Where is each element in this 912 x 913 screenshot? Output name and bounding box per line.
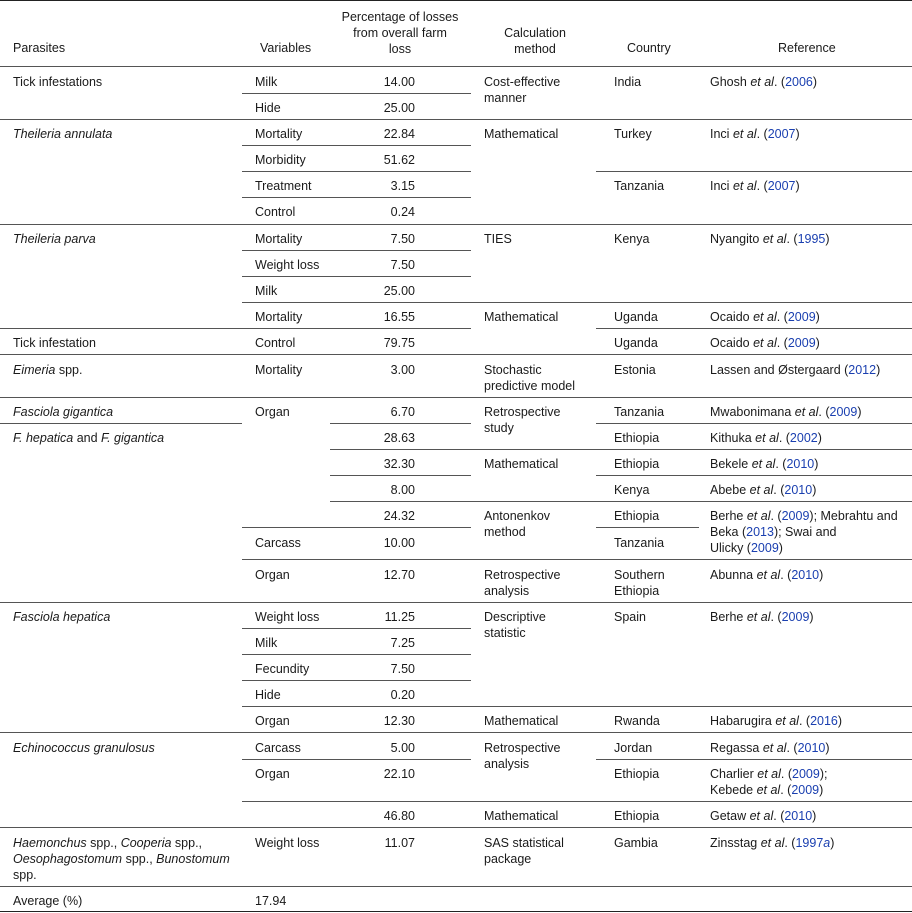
reference-cell: Lassen and Østergaard (2012) [710,363,881,377]
row-rule [242,276,471,277]
row-rule [242,801,912,802]
row-rule [242,302,912,303]
row-rule [0,354,912,355]
reference-cell: Zinsstag et al. (1997a) [710,836,835,850]
variable-cell: Milk [255,636,278,650]
parasite-cell: spp. [13,868,37,882]
country-cell: Uganda [614,310,658,324]
average-label: Average (%) [13,894,83,908]
variable-cell: Control [255,205,296,219]
parasite-cell: Theileria annulata [13,127,113,141]
country-cell: Kenya [614,483,650,497]
variable-cell: Weight loss [255,258,320,272]
parasite-cell: Fasciola gigantica [13,405,114,419]
method-cell: statistic [484,626,526,640]
percent-cell: 3.15 [390,179,415,193]
parasite-cell: F. hepatica and F. gigantica [13,431,165,445]
percent-cell: 51.62 [383,153,415,167]
header-reference: Reference [778,41,836,55]
country-cell: Ethiopia [614,767,660,781]
parasite-cell: Fasciola hepatica [13,610,111,624]
header-percentage-line1: Percentage of losses [341,10,459,24]
row-rule [242,197,471,198]
method-cell: Mathematical [484,310,559,324]
row-rule [596,328,912,329]
percent-cell: 79.75 [383,336,415,350]
row-rule [0,328,471,329]
parasite-cell: Tick infestations [13,75,103,89]
country-cell: Tanzania [614,179,665,193]
country-cell: Tanzania [614,405,665,419]
country-cell: Ethiopia [614,809,660,823]
percent-cell: 24.32 [383,509,415,523]
row-rule [0,732,912,733]
method-cell: Descriptive [484,610,546,624]
method-cell: manner [484,91,527,105]
reference-cell: Berhe et al. (2009); Mebrahtu and [710,509,898,523]
reference-cell: Bekele et al. (2010) [710,457,819,471]
method-cell: predictive model [484,379,576,393]
method-cell: TIES [484,232,512,246]
percent-cell: 3.00 [390,363,415,377]
table-bottom-rule [0,911,912,912]
country-cell: Estonia [614,363,656,377]
variable-cell: Hide [255,688,281,702]
row-rule [596,527,699,528]
percent-cell: 16.55 [383,310,415,324]
variable-cell: Mortality [255,363,303,377]
country-cell: Rwanda [614,714,660,728]
variable-cell: Organ [255,568,290,582]
country-cell: Ethiopia [614,509,660,523]
percent-cell: 0.20 [390,688,415,702]
percent-cell: 32.30 [383,457,415,471]
average-value: 17.94 [255,894,287,908]
row-rule [242,759,471,760]
row-rule [596,171,912,172]
header-parasites: Parasites [13,41,66,55]
reference-cell: Ocaido et al. (2009) [710,336,820,350]
parasite-cell: Oesophagostomum spp., Bunostomum [13,852,230,866]
row-rule [0,119,912,120]
table-top-rule [0,0,912,1]
reference-cell: Habarugira et al. (2016) [710,714,843,728]
reference-cell: Abebe et al. (2010) [710,483,817,497]
header-method-line1: Calculation [504,26,566,40]
percent-cell: 22.10 [383,767,415,781]
variable-cell: Mortality [255,127,303,141]
reference-cell: Abunna et al. (2010) [710,568,824,582]
variable-cell: Mortality [255,232,303,246]
country-cell: Southern Ethiopia [614,568,665,598]
row-rule [242,145,471,146]
percent-cell: 12.30 [383,714,415,728]
method-cell: Mathematical [484,714,559,728]
method-cell: Stochastic [484,363,542,377]
row-rule [242,93,471,94]
reference-cell: Getaw et al. (2010) [710,809,817,823]
variable-cell: Organ [255,767,290,781]
percent-cell: 6.70 [390,405,415,419]
country-cell: Spain [614,610,646,624]
row-rule [242,527,471,528]
method-cell: analysis [484,757,530,771]
row-rule [0,397,912,398]
reference-cell: Charlier et al. (2009); [710,767,828,781]
row-rule [596,759,912,760]
row-rule [330,501,912,502]
variable-cell: Hide [255,101,281,115]
percent-cell: 46.80 [383,809,415,823]
country-cell: Jordan [614,741,653,755]
variable-cell: Milk [255,75,278,89]
method-cell: analysis [484,584,530,598]
reference-cell: Inci et al. (2007) [710,179,800,193]
row-rule [330,449,912,450]
header-country: Country [627,41,671,55]
percent-cell: 11.07 [384,836,415,850]
variable-cell: Morbidity [255,153,306,167]
reference-cell: Regassa et al. (2010) [710,741,830,755]
reference-cell: Beka (2013); Swai and [710,525,837,539]
variable-cell: Treatment [255,179,312,193]
percent-cell: 7.50 [390,258,415,272]
method-cell: Retrospective [484,741,561,755]
country-cell: Tanzania [614,536,665,550]
percent-cell: 5.00 [390,741,415,755]
variable-cell: Organ [255,405,290,419]
percent-cell: 8.00 [390,483,415,497]
variable-cell: Control [255,336,296,350]
percent-cell: 25.00 [383,284,415,298]
row-rule [242,559,912,560]
row-rule [0,886,912,887]
row-rule [242,680,471,681]
method-cell: Retrospective [484,568,561,582]
variable-cell: Carcass [255,536,301,550]
header-variables: Variables [260,41,312,55]
row-rule [0,602,912,603]
method-cell: Mathematical [484,127,559,141]
reference-cell: Ocaido et al. (2009) [710,310,820,324]
row-rule [242,171,471,172]
row-rule [330,423,471,424]
parasite-cell: Theileria parva [13,232,96,246]
row-rule [242,628,471,629]
header-method-line2: method [514,42,556,56]
method-cell: SAS statistical [484,836,564,850]
method-cell: study [484,421,514,435]
country-cell: Ethiopia [614,457,660,471]
parasite-cell: Tick infestation [13,336,96,350]
percent-cell: 7.50 [390,662,415,676]
row-rule [242,250,471,251]
variable-cell: Mortality [255,310,303,324]
country-cell: Gambia [614,836,658,850]
method-cell: Cost-effective [484,75,561,89]
percent-cell: 22.84 [383,127,415,141]
header-bottom-rule [0,66,912,67]
percent-cell: 0.24 [390,205,415,219]
row-rule [242,706,912,707]
variable-cell: Carcass [255,741,301,755]
reference-cell: Berhe et al. (2009) [710,610,814,624]
variable-cell: Weight loss [255,836,320,850]
percent-cell: 10.00 [383,536,415,550]
reference-cell: Kithuka et al. (2002) [710,431,822,445]
percent-cell: 7.50 [390,232,415,246]
percent-cell: 7.25 [390,636,415,650]
method-cell: Retrospective [484,405,561,419]
percent-cell: 14.00 [383,75,415,89]
country-cell: Kenya [614,232,650,246]
method-cell: Mathematical [484,809,559,823]
reference-cell: Kebede et al. (2009) [710,783,824,797]
parasite-cell: Haemonchus spp., Cooperia spp., [13,836,203,850]
percent-cell: 28.63 [383,431,415,445]
reference-cell: Ghosh et al. (2006) [710,75,818,89]
row-rule [330,475,471,476]
percent-cell: 12.70 [383,568,415,582]
variable-cell: Organ [255,714,290,728]
country-cell: Uganda [614,336,658,350]
method-cell: method [484,525,526,539]
parasite-cell: Eimeria spp. [13,363,83,377]
header-percentage-line2: from overall farm [353,26,447,40]
reference-cell: Nyangito et al. (1995) [710,232,830,246]
row-rule [0,423,242,424]
method-cell: Mathematical [484,457,559,471]
country-cell: Ethiopia [614,431,660,445]
reference-cell: Ulicky (2009) [710,541,783,555]
percent-cell: 25.00 [383,101,415,115]
method-cell: Antonenkov [484,509,551,523]
variable-cell: Weight loss [255,610,320,624]
country-cell: Turkey [614,127,652,141]
row-rule [596,475,912,476]
row-rule [242,654,471,655]
method-cell: package [484,852,532,866]
country-cell: India [614,75,642,89]
variable-cell: Fecundity [255,662,310,676]
row-rule [0,827,912,828]
variable-cell: Milk [255,284,278,298]
row-rule [596,423,912,424]
percent-cell: 11.25 [384,610,415,624]
reference-cell: Inci et al. (2007) [710,127,800,141]
reference-cell: Mwabonimana et al. (2009) [710,405,862,419]
row-rule [0,224,912,225]
header-percentage-line3: loss [388,42,412,56]
parasite-cell: Echinococcus granulosus [13,741,155,755]
